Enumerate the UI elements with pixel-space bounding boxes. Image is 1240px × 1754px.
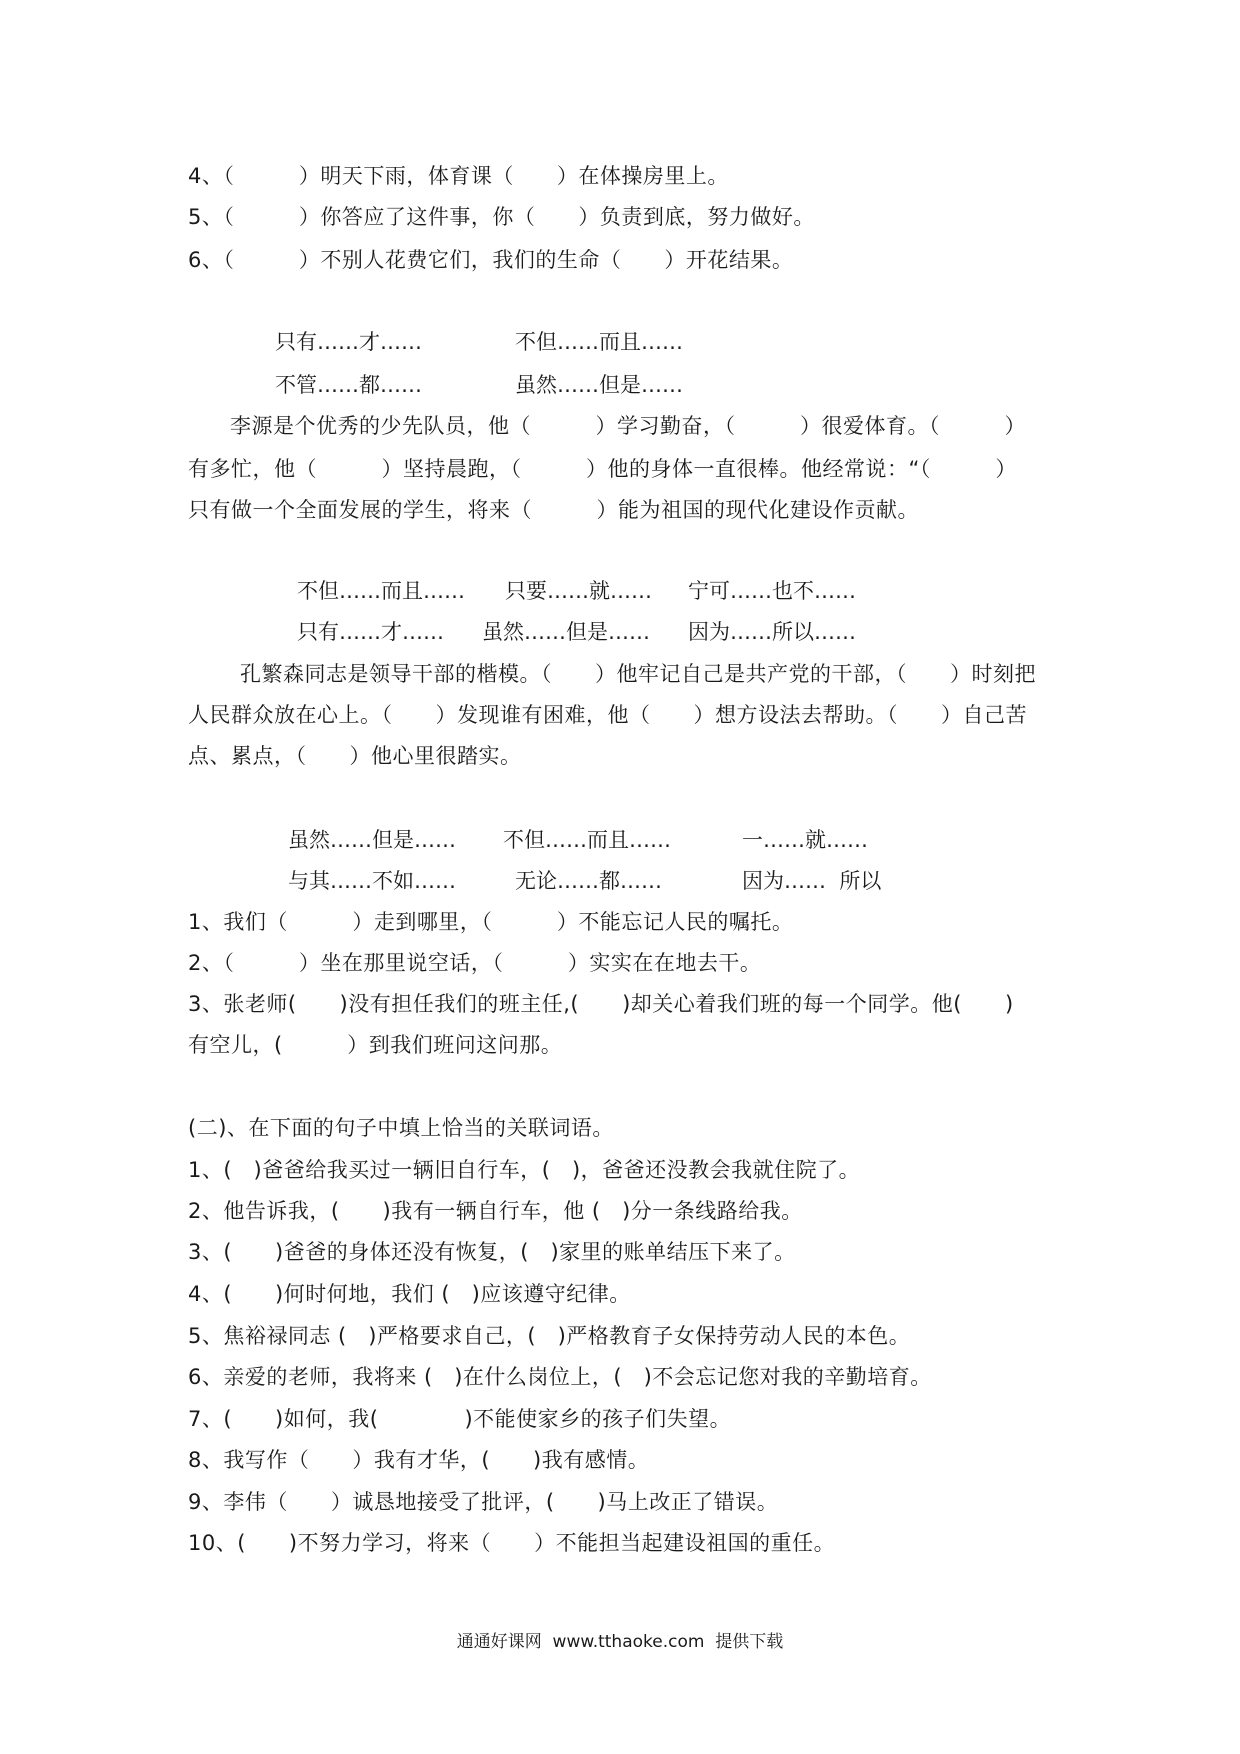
- question-line: 3、( )爸爸的身体还没有恢复，( )家里的账单结压下来了。: [188, 1240, 796, 1264]
- footer-credit: 通通好课网 www.tthaoke.com 提供下载: [456, 1632, 784, 1652]
- question-line: 1、我们（ ）走到哪里，（ ）不能忘记人民的嘱托。: [188, 910, 794, 934]
- word-bank-item: 与其……不如……: [288, 869, 456, 893]
- question-line: 5、（ ）你答应了这件事，你（ ）负责到底，努力做好。: [188, 205, 815, 229]
- passage-line: 孔繁森同志是领导干部的楷模。（ ）他牢记自己是共产党的干部，（ ）时刻把: [240, 662, 1036, 686]
- question-line: 10、( )不努力学习，将来（ ）不能担当起建设祖国的重任。: [188, 1531, 836, 1555]
- passage-line: 点、累点，（ ）他心里很踏实。: [188, 744, 522, 768]
- word-bank-item: 无论……都……: [515, 869, 662, 893]
- question-line: 4、( )何时何地，我们 ( )应该遵守纪律。: [188, 1282, 631, 1306]
- question-line: 6、亲爱的老师，我将来 ( )在什么岗位上，( )不会忘记您对我的辛勤培育。: [188, 1365, 932, 1389]
- word-bank-item: 因为…… 所以: [742, 869, 882, 893]
- word-bank-item: 虽然……但是……: [515, 373, 683, 397]
- question-line: 6、（ ）不别人花费它们，我们的生命（ ）开花结果。: [188, 248, 794, 272]
- passage-line: 有多忙，他（ ）坚持晨跑，（ ）他的身体一直很棒。他经常说：“（ ）: [188, 457, 1017, 481]
- word-bank-item: 虽然……但是……: [288, 828, 456, 852]
- word-bank-item: 因为……所以……: [688, 620, 856, 644]
- question-line: 8、我写作（ ）我有才华，( )我有感情。: [188, 1448, 650, 1472]
- question-line: 有空儿，( ）到我们班问这问那。: [188, 1033, 563, 1057]
- passage-line: 李源是个优秀的少先队员，他（ ）学习勤奋，（ ）很爱体育。（ ）: [230, 414, 1026, 438]
- word-bank-item: 不但……而且……: [503, 828, 671, 852]
- question-line: 2、他告诉我，( )我有一辆自行车，他 ( )分一条线路给我。: [188, 1199, 803, 1223]
- word-bank-item: 不但……而且……: [297, 579, 465, 603]
- question-line: 9、李伟（ ）诚恳地接受了批评，( )马上改正了错误。: [188, 1490, 779, 1514]
- word-bank-item: 只要……就……: [505, 579, 652, 603]
- question-line: 5、焦裕禄同志 ( )严格要求自己，( )严格教育子女保持劳动人民的本色。: [188, 1324, 911, 1348]
- question-line: 1、( )爸爸给我买过一辆旧自行车，( )，爸爸还没教会我就住院了。: [188, 1158, 861, 1182]
- passage-line: 人民群众放在心上。（ ）发现谁有困难，他（ ）想方设法去帮助。（ ）自己苦: [188, 703, 1027, 727]
- question-line: 2、（ ）坐在那里说空话，（ ）实实在在地去干。: [188, 951, 762, 975]
- passage-line: 只有做一个全面发展的学生，将来（ ）能为祖国的现代化建设作贡献。: [188, 498, 919, 522]
- section-heading: (二)、在下面的句子中填上恰当的关联词语。: [188, 1116, 614, 1140]
- question-line: 4、（ ）明天下雨，体育课（ ）在体操房里上。: [188, 164, 729, 188]
- word-bank-item: 不管……都……: [275, 373, 422, 397]
- question-line: 7、( )如何，我( )不能使家乡的孩子们失望。: [188, 1407, 732, 1431]
- question-line: 3、张老师( )没有担任我们的班主任,( )却关心着我们班的每一个同学。他( ): [188, 992, 1014, 1016]
- word-bank-item: 只有……才……: [275, 330, 422, 354]
- word-bank-item: 虽然……但是……: [482, 620, 650, 644]
- word-bank-item: 不但……而且……: [515, 330, 683, 354]
- word-bank-item: 宁可……也不……: [688, 579, 856, 603]
- word-bank-item: 一……就……: [742, 828, 868, 852]
- word-bank-item: 只有……才……: [297, 620, 444, 644]
